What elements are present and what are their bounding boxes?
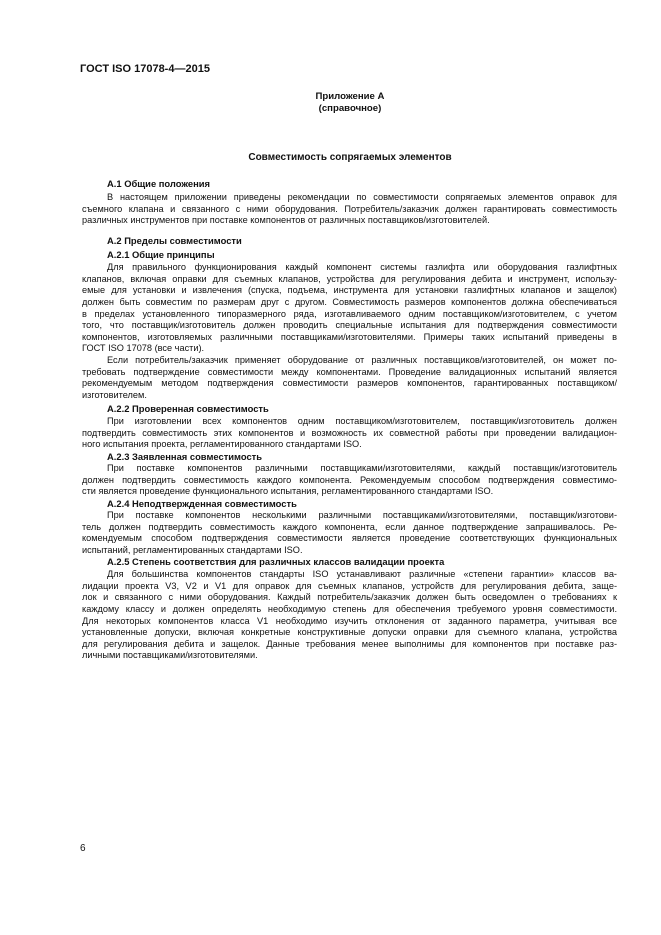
text-line: установленные допуски, включая конкретные конструктивные допуски оправки для съемного клапана, устройства: [82, 627, 617, 638]
text-line: съемного клапана и связанного с ними оборудования. Потребитель/заказчик должен гарантировать совместимость: [82, 203, 617, 214]
text-line: изготовителем.: [82, 389, 147, 400]
text-line: Если потребитель/заказчик применяет оборудование от различных поставщиков/изготовителей, он может по-: [107, 355, 617, 365]
text-line: При изготовлении всех компонентов одним поставщиком/изготовителем, поставщик/изготовитель должен: [107, 416, 617, 426]
text-line: рекомендуемым методом подтверждения совместимости размеров компонентов, гарантированных поставщиком/: [82, 378, 617, 389]
text-line: требовать подтверждение совместимости между компонентами. Проведение валидационных испытаний является: [82, 366, 617, 377]
heading-a2-4: А.2.4 Неподтвержденная совместимость: [107, 498, 297, 509]
heading-a1: А.1 Общие положения: [107, 178, 210, 189]
text-line: комендуемым способом подтверждения совместимости является проведение соответствующих функциональных: [82, 533, 617, 544]
text-line: каждому классу и должен определять необходимую степень для обеспечения требуемого уровня совместимости.: [82, 603, 617, 614]
text-line: В настоящем приложении приведены рекомендации по совместимости сопрягаемых элементов оправок для: [107, 192, 617, 202]
text-line: ГОСТ ISO 17078 (все части).: [82, 343, 205, 354]
text-line: личными поставщиками/изготовителями.: [82, 650, 258, 661]
paragraph: [82, 569, 617, 662]
text-line: Для большинства компонентов стандарты ISO устанавливают различные «степени гарантии» классов ва-: [107, 569, 617, 579]
paragraph: [82, 355, 617, 402]
text-line: сти является проведение функционального испытания, регламентированного стандартами ISO.: [82, 486, 494, 497]
text-line: ного испытания проекта, регламентированного стандартами ISO.: [82, 439, 362, 450]
text-line: подтвердить совместимость этих компонентов и возможность их совместной работы при проведении валидацион-: [82, 427, 617, 438]
appendix-title: Совместимость сопрягаемых элементов: [248, 152, 452, 163]
paragraph: [82, 192, 617, 227]
appendix-type: (справочное): [318, 103, 382, 114]
text-line: должен подтвердить совместимость каждого компонента. Рекомендуемым способом подтверждения совместимо-: [82, 474, 617, 485]
text-line: лидации проекта V3, V2 и V1 для оправок для съемных клапанов, устройств для регулирования дебита, защe-: [82, 580, 617, 591]
appendix-label: Приложение А: [315, 91, 385, 102]
paragraph: [82, 416, 617, 451]
paragraph: [82, 463, 617, 498]
text-line: испытаний, регламентированных стандартами ISO.: [82, 544, 303, 555]
text-line: тель должен подтвердить совместимость каждого компонента, если данное подтверждение запрашивалось. Ре-: [82, 521, 617, 532]
text-line: емые для установки и извлечения (спуска, подъема, инструмента для установки газлифтных клапанов и защелок): [82, 285, 617, 296]
text-line: должен быть совместим по размерам друг с другом. Совместимость размеров компонентов должна обеспечиваться: [82, 296, 617, 307]
heading-a2-1: А.2.1 Общие принципы: [107, 249, 215, 260]
text-line: того, что поставщик/изготовитель должен проводить специальные испытания для подтверждения совместимости: [82, 320, 617, 331]
text-line: При поставке компонентов различными поставщиками/изготовителями, каждый поставщик/изготовитель: [107, 463, 617, 473]
paragraph: [82, 510, 617, 557]
heading-a2-3: А.2.3 Заявленная совместимость: [107, 451, 263, 462]
text-line: При поставке компонентов несколькими различными поставщиками/изготовителями, поставщик/изготови-: [107, 510, 617, 520]
text-line: различных инструментов при поставке компонентов от различных поставщиков/изготовителей.: [82, 215, 490, 226]
paragraph: [82, 262, 617, 355]
text-line: компонентов, изготовляемых различными поставщиками/изготовителями. Примеры таких испытаний приведены в: [82, 331, 617, 342]
document-code-header: ГОСТ ISO 17078-4—2015: [80, 63, 210, 75]
text-line: клапанов, включая оправки для съемных клапанов, устройства для регулирования дебита и инструмент, использу-: [82, 273, 617, 284]
page-number: 6: [80, 843, 86, 854]
text-line: для регулирования дебита и защелок. Данные требования менее выполнимы для компонентов при поставке раз-: [82, 638, 617, 649]
heading-a2-2: А.2.2 Проверенная совместимость: [107, 403, 269, 414]
text-line: Для правильного функционирования каждый компонент системы газлифта или оборудования газлифтных: [107, 262, 617, 272]
text-line: в пределах установленного типоразмерного ряда, изготавливаемого одним поставщиком/изготовителем, с учетом: [82, 308, 617, 319]
heading-a2: А.2 Пределы совместимости: [107, 235, 242, 246]
text-line: лок и связанного с ними оборудования. Каждый потребитель/заказчик должен быть осведомлен о требованиях к: [82, 592, 617, 603]
text-line: Для некоторых компонентов класса V1 необходимо изучить отклонения от заданного параметра, учитывая все: [82, 615, 617, 626]
heading-a2-5: А.2.5 Степень соответствия для различных классов валидации проекта: [107, 556, 445, 567]
